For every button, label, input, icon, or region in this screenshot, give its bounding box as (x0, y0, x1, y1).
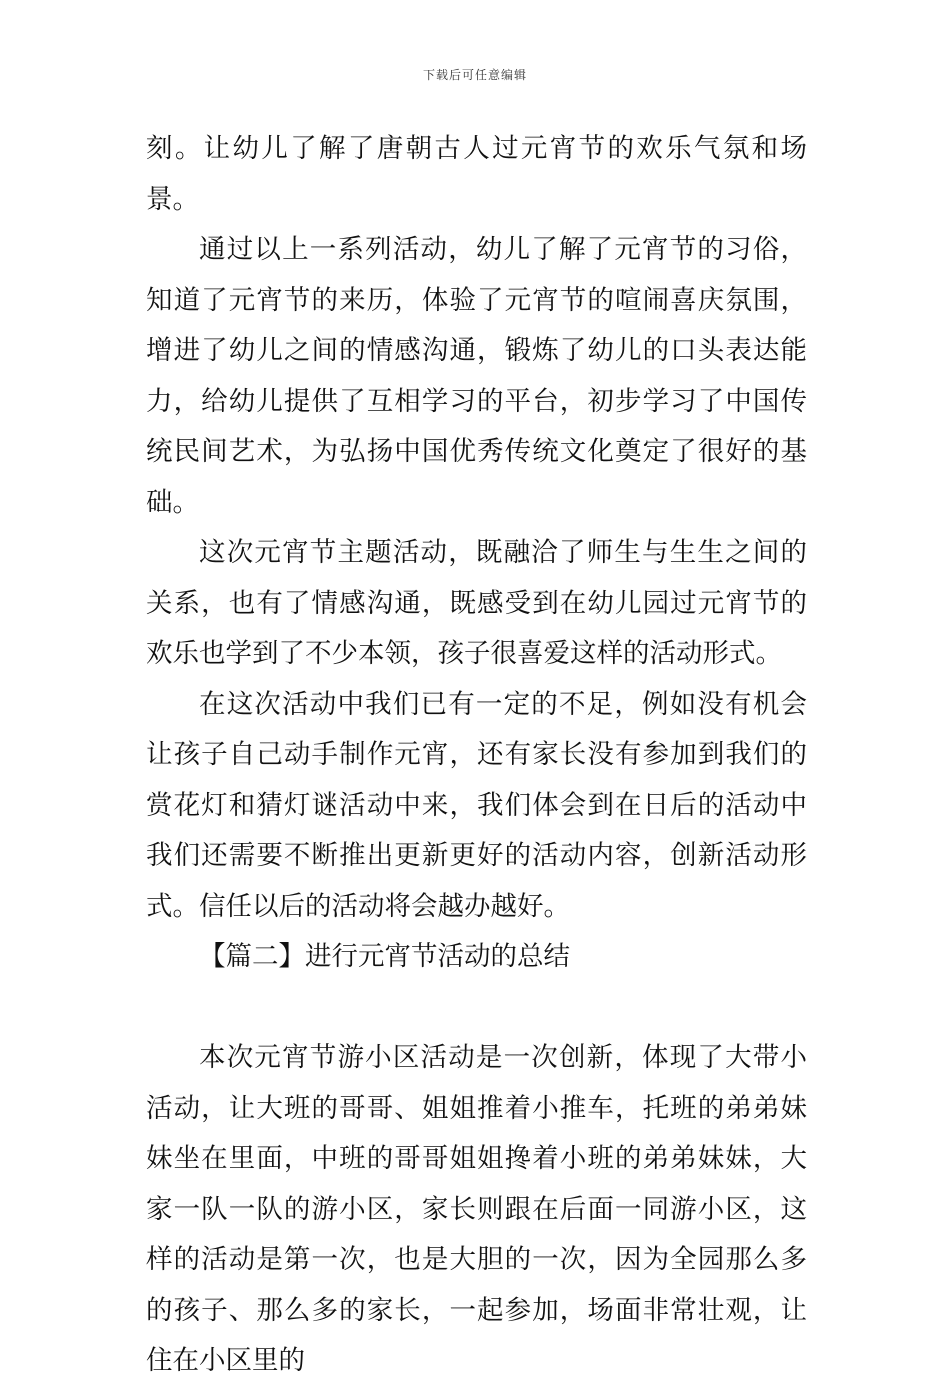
blank-line (146, 983, 807, 1034)
paragraph-activity-summary: 通过以上一系列活动，幼儿了解了元宵节的习俗，知道了元宵节的来历，体验了元宵节的喧闹喜庆氛围，增进了幼儿之间的情感沟通，锻炼了幼儿的口头表达能力，给幼儿提供了互相学习的平台，初步学习了中国传统民间艺术，为弘扬中国优秀传统文化奠定了很好的基础。 (146, 234, 807, 518)
section-heading: 【篇二】进行元宵节活动的总结 (199, 941, 570, 972)
page-header-note: 下载后可任意编辑 (422, 68, 527, 82)
paragraph-community-tour: 本次元宵节游小区活动是一次创新，体现了大带小活动，让大班的哥哥、姐姐推着小推车，托班的弟弟妹妹坐在里面，中班的哥哥姐姐搀着小班的弟弟妹妹，大家一队一队的游小区，家长则跟在后面一同游小区，这样的活动是第一次，也是大胆的一次，因为全园那么多的孩子、那么多的家长，一起参加，场面非常壮观，让住在小区里的 (146, 1042, 807, 1376)
paragraph-theme-activity: 这次元宵节主题活动，既融洽了师生与生生之间的关系，也有了情感沟通，既感受到在幼儿园过元宵节的欢乐也学到了不少本领，孩子很喜爱这样的活动形式。 (146, 537, 807, 669)
paragraph-shortcomings: 在这次活动中我们已有一定的不足，例如没有机会让孩子自己动手制作元宵，还有家长没有参加到我们的赏花灯和猜灯谜活动中来，我们体会到在日后的活动中我们还需要不断推出更新更好的活动内容，创新活动形式。信任以后的活动将会越办越好。 (146, 688, 807, 922)
paragraph-continuation: 刻。让幼儿了解了唐朝古人过元宵节的欢乐气氛和场景。 (146, 133, 807, 215)
document-body (146, 124, 807, 1387)
